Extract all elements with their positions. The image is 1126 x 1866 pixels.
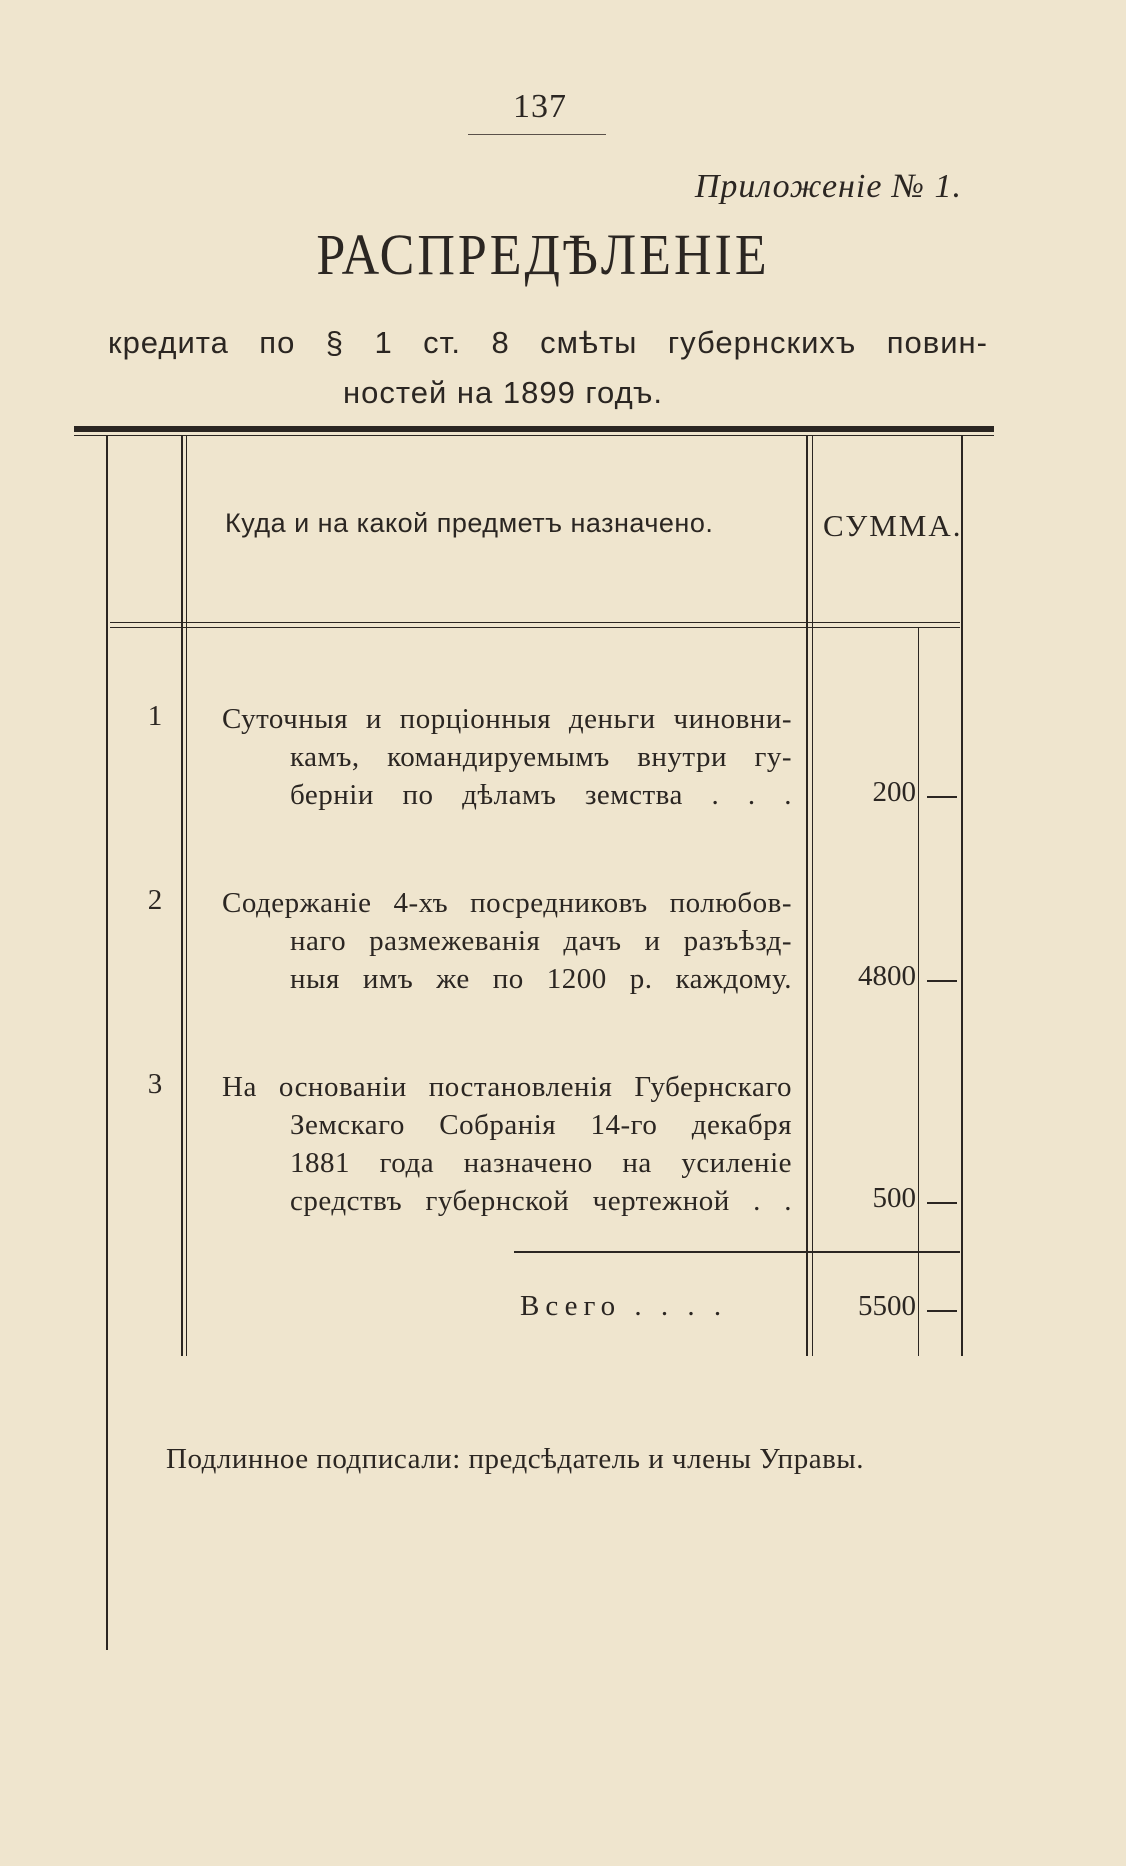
table-total-top-rule bbox=[514, 1251, 960, 1253]
page-number: 137 bbox=[513, 88, 567, 125]
column-header-description: Куда и на какой предметъ назначено. bbox=[225, 508, 714, 538]
row-description bbox=[222, 884, 792, 998]
total-label: Всего . . . . bbox=[520, 1290, 728, 1322]
row-description bbox=[222, 700, 792, 814]
row-amount: 200 bbox=[872, 776, 916, 808]
row-kopecks-dash bbox=[927, 1202, 957, 1204]
row-description-line: Суточныя и порціонныя деньги чиновни- bbox=[222, 703, 792, 735]
row-description bbox=[222, 1068, 792, 1220]
document-title: РАСПРЕДѢЛЕНІЕ bbox=[316, 223, 770, 288]
row-amount: 500 bbox=[872, 1182, 916, 1214]
subtitle-line-2: ностей на 1899 годъ. bbox=[343, 375, 664, 410]
row-number: 2 bbox=[147, 884, 163, 916]
table-sum-column-divider-inner bbox=[812, 436, 813, 1356]
column-header-sum: СУММА. bbox=[823, 508, 963, 543]
row-description-line: Земскаго Собранія 14-го декабря bbox=[290, 1109, 792, 1141]
table-top-thin-rule bbox=[74, 435, 994, 436]
total-amount: 5500 bbox=[858, 1290, 916, 1322]
row-description-line: ныя имъ же по 1200 р. каждому. bbox=[290, 963, 792, 995]
table-header-bottom-rule-2 bbox=[110, 627, 960, 628]
table-left-border bbox=[106, 436, 108, 1650]
row-description-line: Содержаніе 4-хъ посредниковъ полюбов- bbox=[222, 887, 792, 919]
row-kopecks-dash bbox=[927, 796, 957, 798]
row-description-line: средствъ губернской чертежной . . bbox=[290, 1185, 792, 1217]
row-number: 1 bbox=[147, 700, 163, 732]
total-kopecks-dash bbox=[927, 1310, 957, 1312]
subtitle-line-1: кредита по § 1 ст. 8 смѣты губернскихъ повин- bbox=[108, 325, 988, 360]
row-description-line: наго размежеванія дачъ и разъѣзд- bbox=[290, 925, 792, 957]
table-right-border bbox=[961, 436, 963, 1356]
row-description-line: 1881 года назначено на усиленіе bbox=[290, 1147, 792, 1179]
row-kopecks-dash bbox=[927, 980, 957, 982]
row-description-line: берніи по дѣламъ земства . . . bbox=[290, 779, 792, 811]
table-header-bottom-rule bbox=[110, 622, 960, 623]
appendix-label: Приложеніе № 1. bbox=[694, 168, 962, 205]
row-description-line: камъ, командируемымъ внутри гу- bbox=[290, 741, 792, 773]
row-amount: 4800 bbox=[858, 960, 916, 992]
row-number: 3 bbox=[147, 1068, 163, 1100]
table-sum-column-divider bbox=[806, 436, 808, 1356]
table-kopecks-divider bbox=[918, 628, 919, 1356]
signature-note: Подлинное подписали: предсѣдатель и члены Управы. bbox=[166, 1443, 864, 1475]
page-number-underline bbox=[468, 134, 606, 135]
row-description-line: На основаніи постановленія Губернскаго bbox=[222, 1071, 792, 1103]
document-subtitle bbox=[108, 318, 988, 418]
table-top-thick-rule bbox=[74, 426, 994, 432]
